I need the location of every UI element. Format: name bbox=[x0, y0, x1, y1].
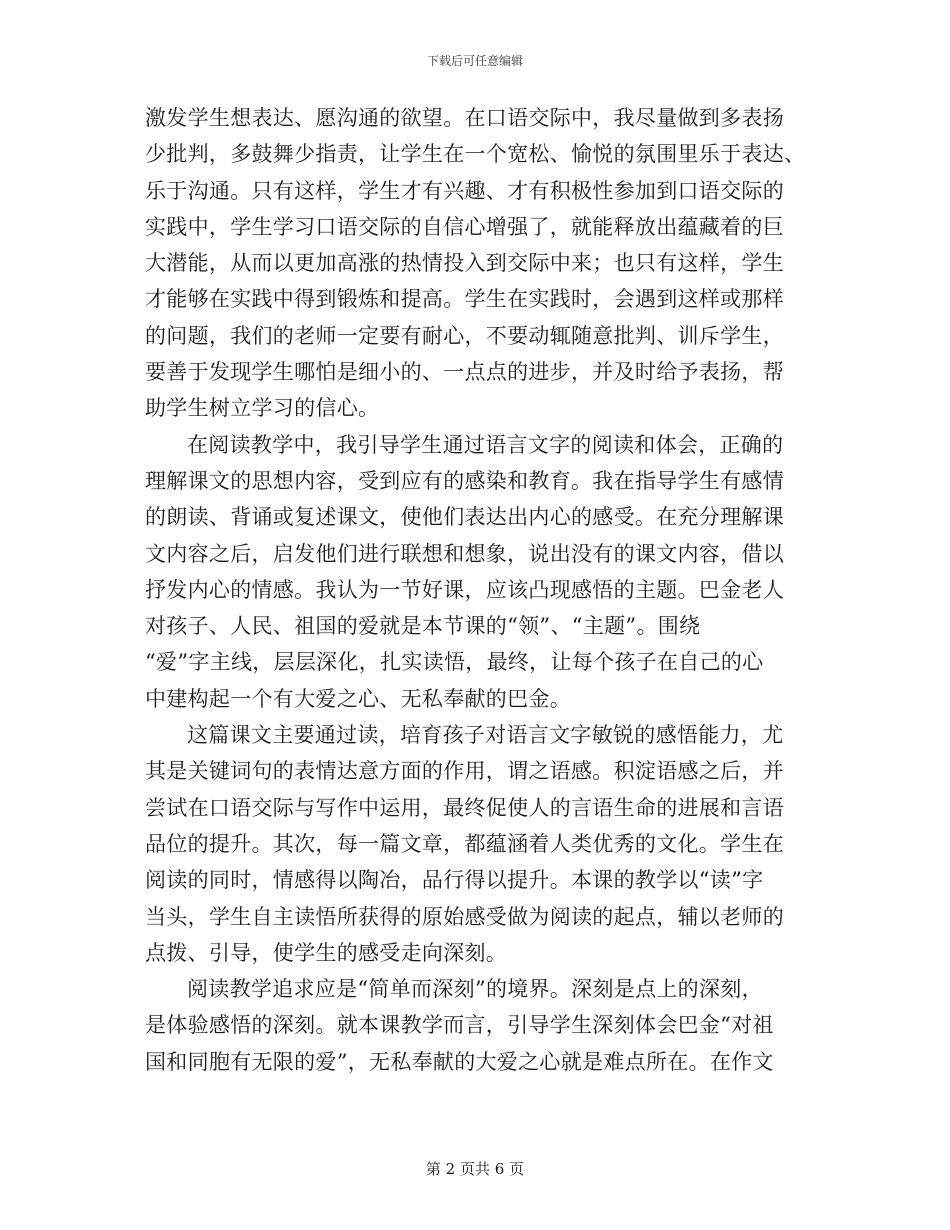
text-line: 理解课文的思想内容，受到应有的感染和教育。我在指导学生有感情 bbox=[145, 468, 784, 493]
text-line: 当头，学生自主读悟所获得的原始感受做为阅读的起点，辅以老师的 bbox=[145, 904, 784, 929]
text-line: 才能够在实践中得到锻炼和提高。学生在实践时，会遇到这样或那样 bbox=[145, 287, 784, 312]
text-line: 阅读教学追求应是“简单而深刻”的境界。深刻是点上的深刻， bbox=[187, 977, 763, 1002]
text-line: 激发学生想表达、愿沟通的欲望。在口语交际中，我尽量做到多表扬 bbox=[145, 106, 784, 130]
text-line: 品位的提升。其次，每一篇文章，都蕴涵着人类优秀的文化。学生在 bbox=[145, 831, 784, 856]
text-line: 乐于沟通。只有这样，学生才有兴趣、才有积极性参加到口语交际的 bbox=[145, 178, 784, 203]
text-line: 的问题，我们的老师一定要有耐心，不要动辄随意批判、训斥学生， bbox=[145, 323, 784, 348]
text-line: 少批判，多鼓舞少指责，让学生在一个宽松、愉悦的氛围里乐于表达、 bbox=[145, 142, 805, 167]
document-body bbox=[145, 100, 805, 1080]
paragraph bbox=[145, 971, 805, 1080]
text-line: 是体验感悟的深刻。就本课教学而言，引导学生深刻体会巴金“对祖 bbox=[145, 1013, 774, 1038]
text-line: 实践中，学生学习口语交际的自信心增强了，就能释放出蕴藏着的巨 bbox=[145, 214, 784, 239]
paragraph bbox=[145, 717, 805, 971]
text-line: “爱”字主线，层层深化，扎实读悟，最终，让每个孩子在自己的心 bbox=[145, 650, 764, 675]
text-line: 抒发内心的情感。我认为一节好课，应该凸现感悟的主题。巴金老人 bbox=[145, 577, 784, 602]
text-line: 尝试在口语交际与写作中运用，最终促使人的言语生命的进展和言语 bbox=[145, 795, 784, 820]
page-header: 下载后可任意编辑 bbox=[426, 54, 523, 68]
page-number: 第 2 页共 6 页 bbox=[425, 1160, 525, 1178]
text-line: 对孩子、人民、祖国的爱就是本节课的“领”、“主题”。围绕 bbox=[145, 614, 701, 639]
text-line: 助学生树立学习的信心。 bbox=[145, 396, 380, 421]
text-line: 要善于发现学生哪怕是细小的、一点点的进步，并及时给予表扬，帮 bbox=[145, 360, 784, 385]
paragraph bbox=[145, 427, 805, 717]
text-line: 中建构起一个有大爱之心、无私奉献的巴金。 bbox=[145, 686, 571, 711]
paragraph bbox=[145, 100, 805, 427]
text-line: 这篇课文主要通过读，培育孩子对语言文字敏锐的感悟能力，尤 bbox=[187, 723, 784, 748]
text-line: 文内容之后，启发他们进行联想和想象，说出没有的课文内容，借以 bbox=[145, 541, 784, 566]
text-line: 阅读的同时，情感得以陶冶，品行得以提升。本课的教学以“读”字 bbox=[145, 868, 764, 893]
text-line: 其是关键词句的表情达意方面的作用，谓之语感。积淀语感之后，并 bbox=[145, 759, 784, 784]
text-line: 在阅读教学中，我引导学生通过语言文字的阅读和体会，正确的 bbox=[187, 432, 784, 457]
text-line: 的朗读、背诵或复述课文，使他们表达出内心的感受。在充分理解课 bbox=[145, 505, 784, 530]
text-line: 大潜能，从而以更加高涨的热情投入到交际中来；也只有这样，学生 bbox=[145, 251, 784, 276]
text-line: 点拨、引导，使学生的感受走向深刻。 bbox=[145, 940, 508, 965]
text-line: 国和同胞有无限的爱”，无私奉献的大爱之心就是难点所在。在作文 bbox=[145, 1049, 774, 1074]
